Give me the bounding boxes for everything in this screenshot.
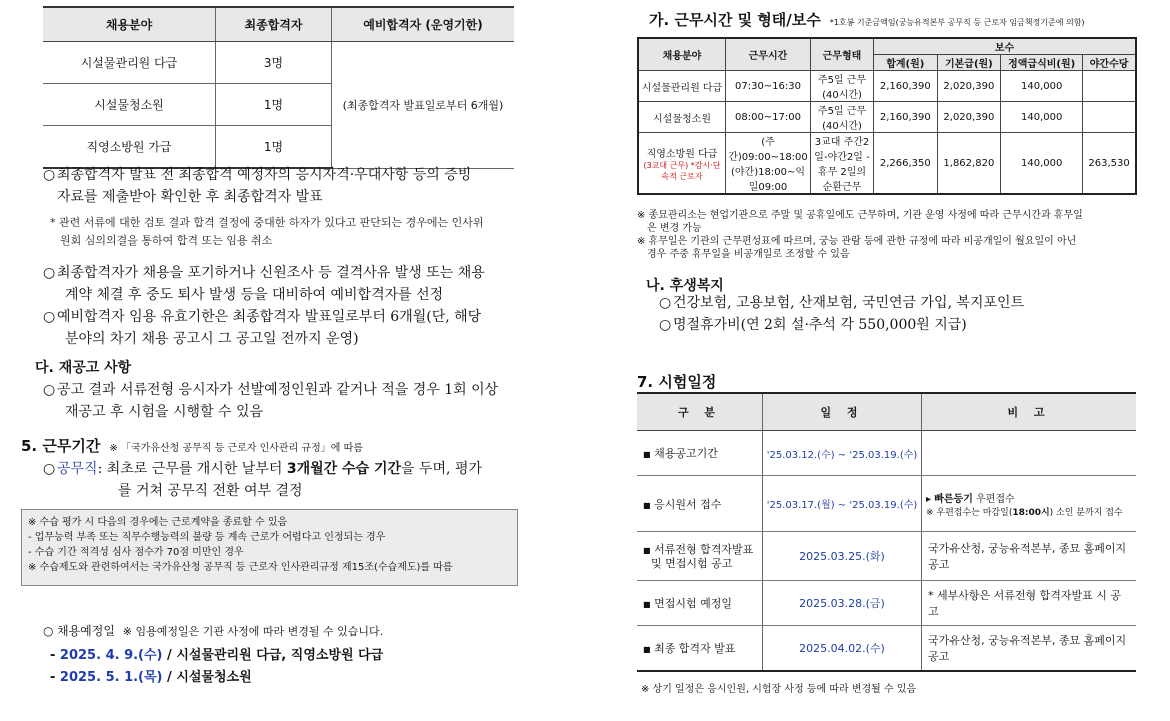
probation-paragraph: ○ 공무직: 최초로 근무를 개시한 날부터 3개월간 수습 기간을 두며, 평가 를 거쳐 공무직 전환 여부 결정 <box>43 458 523 502</box>
table-row: 시설물청소원 08:00~17:00 주5일 근무 (40시간) 2,160,390 2,020,390 140,000 <box>638 102 1136 133</box>
probation-note-box: ※ 수습 평가 시 다음의 경우에는 근로계약을 종료할 수 있음 - 업무능력 부족 또는 직무수행능력의 불량 등 계속 근로가 어렵다고 인정되는 경우 - 수습 기간 적격성 심사 점수가 70점 미만인 경우 ※ 수습제도와 관련하여서는 국가유산청 공무직 등 근로자 인사관리규정 제15조(수습제도)를 따름 <box>21 509 518 586</box>
re-announce-paragraph: ○ 공고 결과 서류전형 응시자가 선발예정인원과 같거나 적을 경우 1회 이상 재공고 후 시험을 시행할 수 있음 <box>43 379 523 423</box>
cell-field: 직영소방원 가급 <box>43 126 216 169</box>
circle-bullet-icon: ○ <box>43 309 56 325</box>
table-row: 직영소방원 다급 (3교대 근무) *감시·단속적 근로자 (주간)09:00~18:00 (야간)18:00~익일09:00 3교대 주간2일-야간2일 -휴무 2일의 순환근무 2,266,350 1,862,820 140,000 263,530 <box>638 133 1136 195</box>
col-base: 기본급(원) <box>937 55 1001 71</box>
appointment-date-2: - 2025. 5. 1.(목) / 시설물청소원 <box>50 670 252 685</box>
cell-count: 1명 <box>216 84 332 126</box>
circle-bullet-icon: ○ <box>43 461 56 477</box>
table-row: 시설물관리원 다급 07:30~16:30 주5일 근무 (40시간) 2,160,390 2,020,390 140,000 <box>638 71 1136 102</box>
col-reserve: 예비합격자 (운영기한) <box>332 7 515 42</box>
col-field: 채용분야 <box>43 7 216 42</box>
cell-field: 시설물청소원 <box>43 84 216 126</box>
section-da-title: 다. 재공고 사항 <box>35 360 132 376</box>
cell-count: 3명 <box>216 42 332 84</box>
table-row: ■ 서류전형 합격자발표 및 면접시험 공고 2025.03.25.(화) 국가유산청, 궁능유적본부, 종묘 홈페이지 공고 <box>637 532 1136 581</box>
work-notes: ※ 종묘관리소는 현업기관으로 주말 및 공휴일에도 근무하며, 기관 운영 사정에 따라 근무시간과 휴무일 은 변경 가능 ※ 휴무일은 기관의 근무편성표에 따르며, 궁능 관람 등에 관한 규정에 따라 비공개일이 월요일이 아닌 경우 주중 휴무일을 비공개일로 조정할 수 있음 <box>637 210 1083 260</box>
col-final: 최종합격자 <box>216 7 332 42</box>
welfare-list: ○ 건강보험, 고용보험, 산재보험, 국민연금 가입, 복지포인트 ○ 명절휴가비(연 2회 설·추석 각 550,000원 지급) <box>659 292 1139 336</box>
pay-table <box>637 37 1137 195</box>
appointment-date-1: - 2025. 4. 9.(수) / 시설물관리원 다급, 직영소방원 다급 <box>50 648 384 663</box>
verify-note: * 관련 서류에 대한 검토 결과 합격 결정에 중대한 하자가 있다고 판단되는 경우에는 인사위 원회 심의의결을 통하여 합격 또는 임용 취소 <box>50 216 484 247</box>
col-field: 채용분야 <box>638 38 726 71</box>
col-type: 근무형태 <box>811 38 874 71</box>
col-night: 야간수당 <box>1083 55 1136 71</box>
cell-count: 1명 <box>216 126 332 169</box>
table-row: ■ 응시원서 접수 '25.03.17.(월) ~ '25.03.19.(수) ▸ 빠른등기 우편접수 ※ 우편접수는 마감일(18:00시) 소인 분까지 접수 <box>637 476 1136 532</box>
table-row: ■ 면접시험 예정일 2025.03.28.(금) * 세부사항은 서류전형 합격자발표 시 공고 <box>637 581 1136 626</box>
schedule-table <box>637 392 1136 672</box>
col-date: 일 정 <box>763 393 922 431</box>
circle-bullet-icon: ○ <box>659 317 672 333</box>
section5-header: 5. 근무기간 ※ 「국가유산청 공무직 등 근로자 인사관리 규정」에 따름 <box>21 437 363 455</box>
col-note: 비 고 <box>922 393 1137 431</box>
cell-field: 시설물관리원 다급 <box>43 42 216 84</box>
final-verify-paragraph: ○ 최종합격자 발표 전 최종합격 예정자의 응시자격·우대사항 등의 증빙 자료를 제출받아 확인한 후 최종합격자 발표 <box>43 164 523 208</box>
appointment-line: ○ 채용예정일 ※ 임용예정일은 기관 사정에 따라 변경될 수 있습니다. <box>43 624 384 638</box>
reserve-paragraph: ○ 최종합격자가 채용을 포기하거나 신원조사 등 결격사유 발생 또는 채용 계약 체결 후 중도 퇴사 발생 등을 대비하여 예비합격자를 선정 ○ 예비합격자 임용 유효기한은 최종합격자 발표일로부터 6개월(단, 해당 분야의 차기 채용 공고시 그 공고일 전까지 운영) <box>43 262 523 350</box>
col-hours: 근무시간 <box>726 38 811 71</box>
section7-title: 7. 시험일정 <box>637 373 717 391</box>
section-ga-header: 가. 근무시간 및 형태/보수 *1호봉 기준금액임(궁능유적본부 공무직 등 근로자 임금책정기준에 의함) <box>649 11 1085 29</box>
section-na-title: 나. 후생복지 <box>646 278 724 294</box>
circle-bullet-icon: ○ <box>43 265 56 281</box>
schedule-footer-note: ※ 상기 일정은 응시인원, 시험장 사정 등에 따라 변경될 수 있음 <box>641 684 917 695</box>
col-meal: 정액급식비(원) <box>1001 55 1083 71</box>
cell-reserve: (최종합격자 발표일로부터 6개월) <box>332 42 515 169</box>
circle-bullet-icon: ○ <box>43 624 54 638</box>
col-total: 합계(원) <box>874 55 938 71</box>
col-item: 구 분 <box>637 393 763 431</box>
recruit-table <box>43 6 514 169</box>
col-pay: 보수 <box>874 38 1137 55</box>
table-row <box>43 42 514 84</box>
table-row: ■ 최종 합격자 발표 2025.04.02.(수) 국가유산청, 궁능유적본부, 종묘 홈페이지 공고 <box>637 626 1136 671</box>
circle-bullet-icon: ○ <box>659 295 672 311</box>
circle-bullet-icon: ○ <box>43 167 56 183</box>
circle-bullet-icon: ○ <box>43 382 56 398</box>
table-row: ■ 채용공고기간 '25.03.12.(수) ~ '25.03.19.(수) <box>637 431 1136 476</box>
